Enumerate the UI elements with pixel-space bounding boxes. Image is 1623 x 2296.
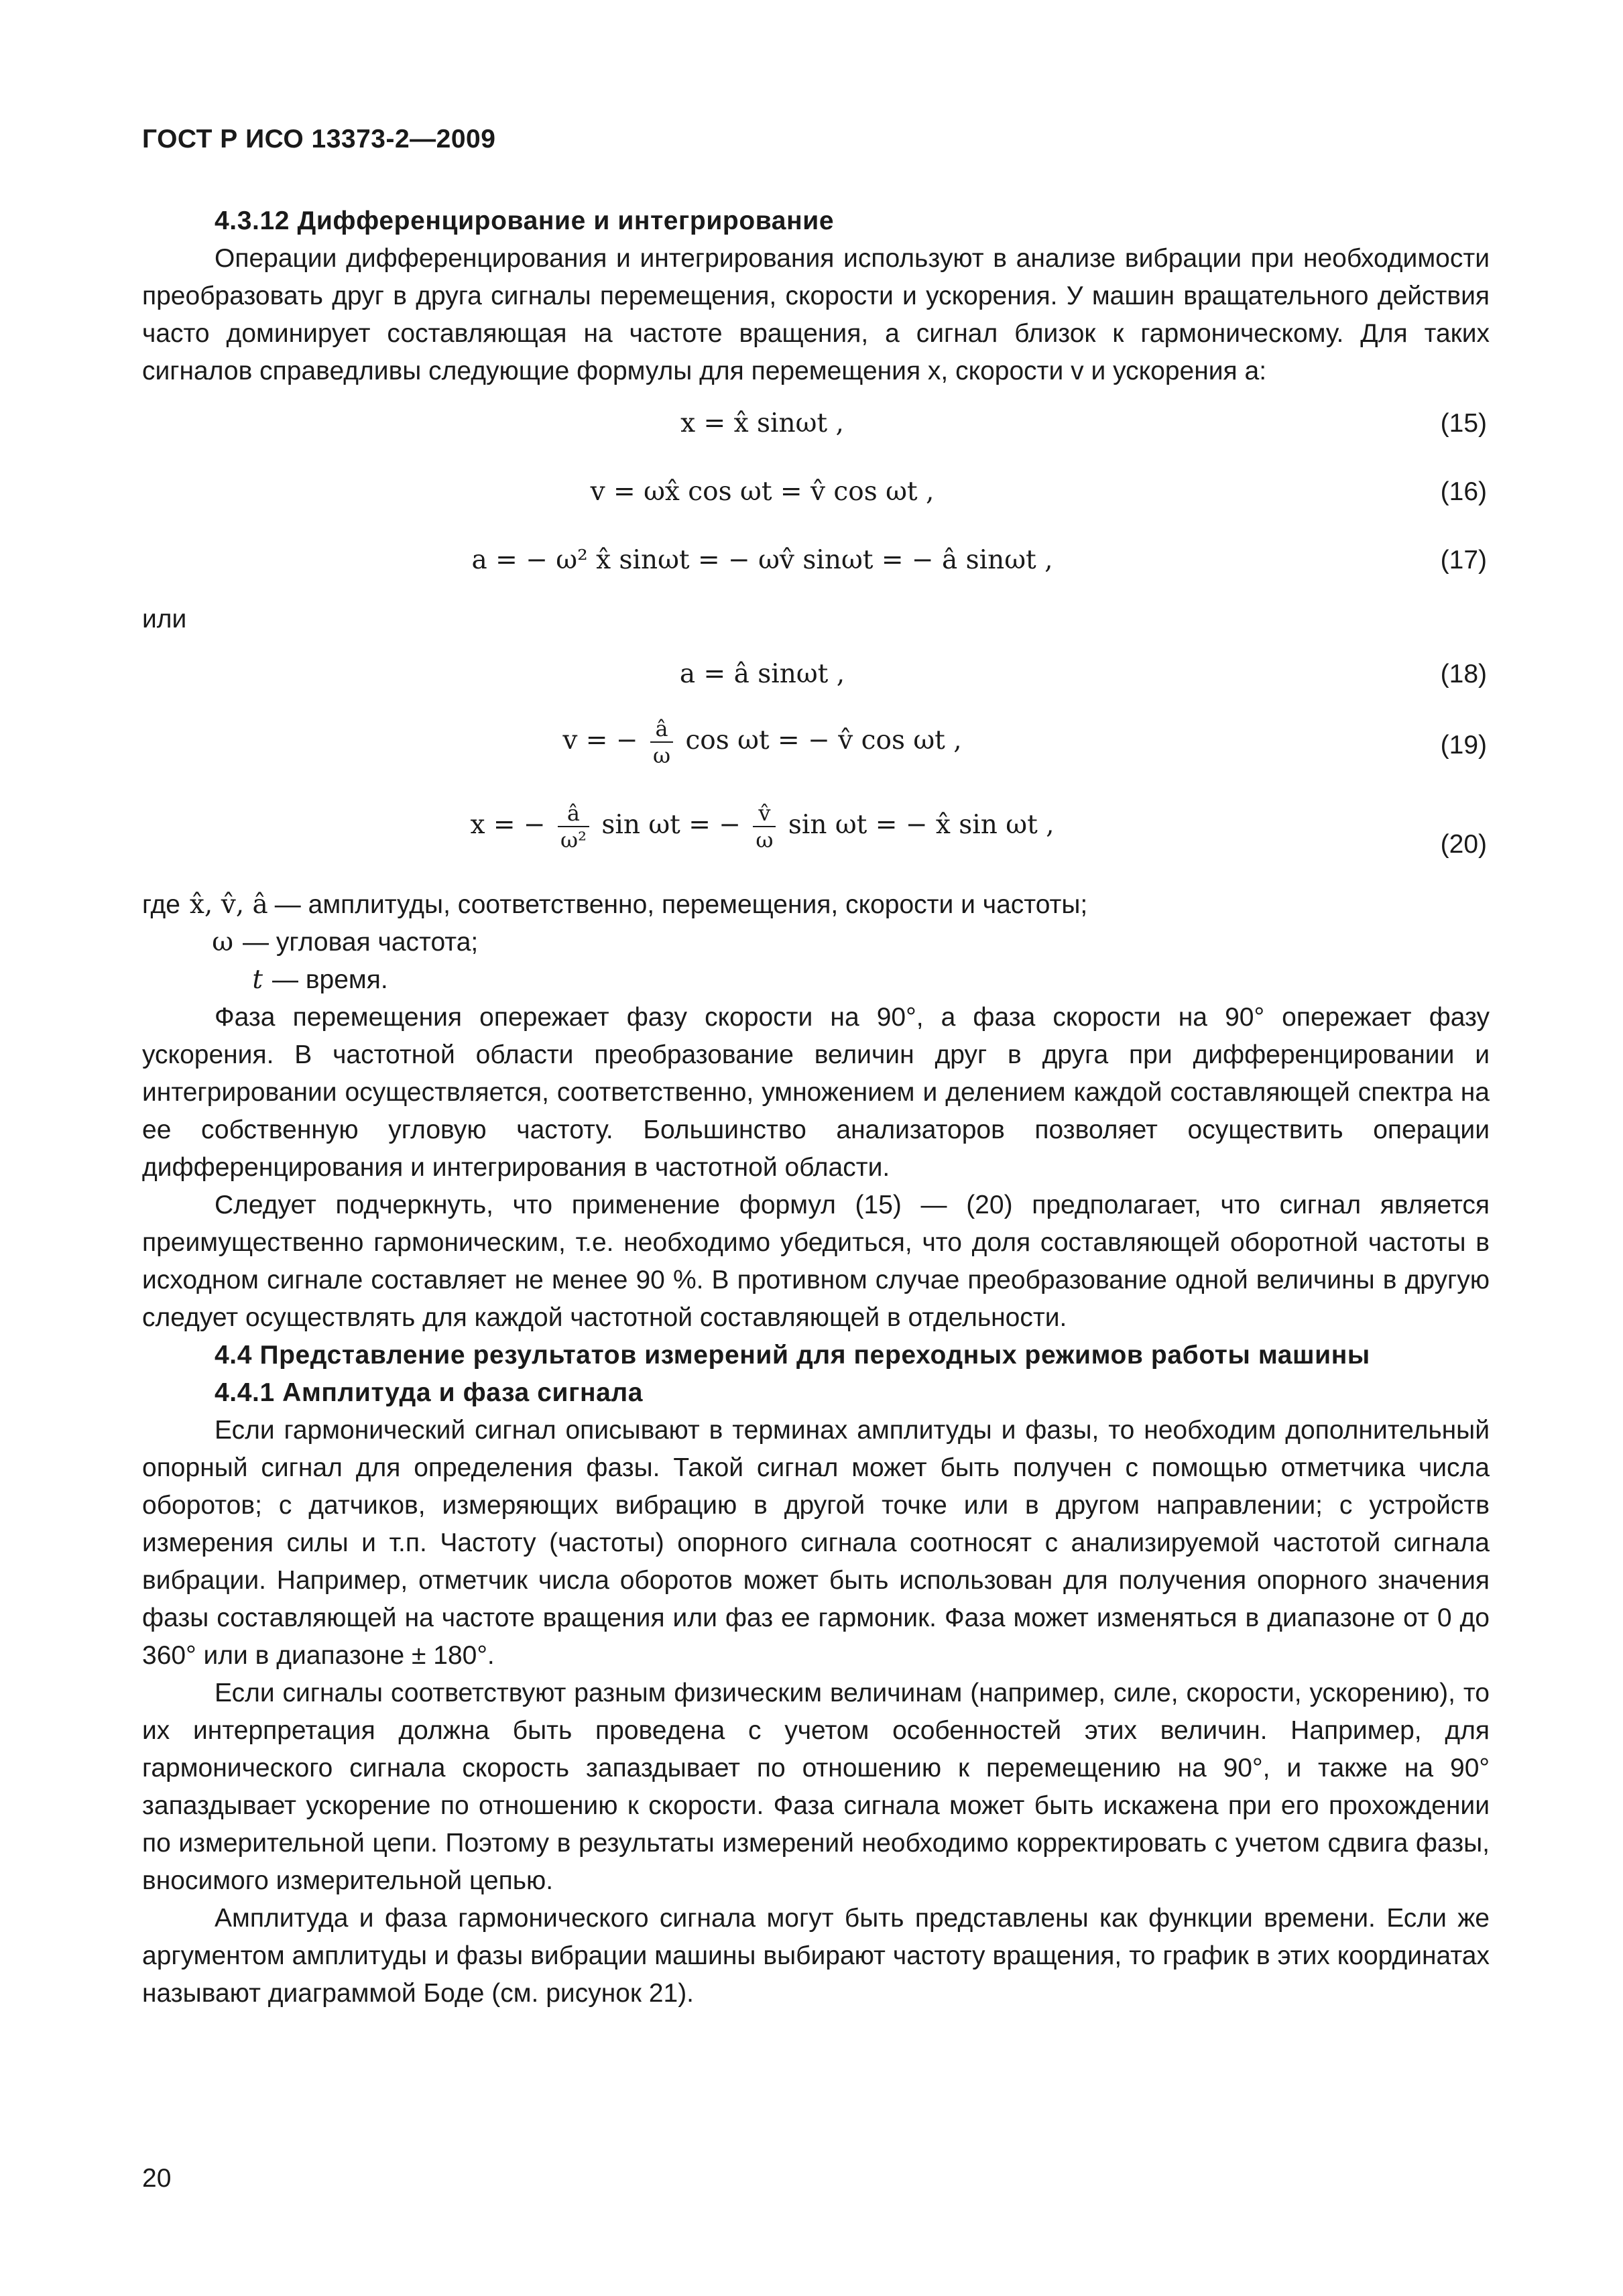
definition-row <box>142 961 1490 999</box>
fraction-numerator: v̂ <box>753 800 776 827</box>
equation-number: (16) <box>1440 477 1487 506</box>
paragraph: Если сигналы соответствуют разным физическим величинам (например, силе, скорости, ускорению), то их интерпретация должна быть проведена с учетом особенностей этих величин. Например, для гармонического сигнала скорость запаздывает по отношению к перемещению на 90°, и также на 90° запаздывает ускорение по отношению к скорости. Фаза сигнала может быть искажена при его прохождении по измерительной цепи. Поэтому в результаты измерений необходимо корректировать с учетом сдвига фазы, вносимого измерительной цепью. <box>142 1679 1490 1895</box>
definition-text: — угловая частота; <box>243 928 479 957</box>
subsection-heading-4-4-1: 4.4.1 Амплитуда и фаза сигнала <box>215 1378 644 1407</box>
equation-15 <box>142 390 1490 459</box>
definition-term: x̂, v̂, â <box>189 890 268 920</box>
fraction-numerator: â <box>558 800 589 827</box>
equation-formula: v = ωx̂ cos ωt = v̂ cos ωt , <box>590 477 935 507</box>
equation-19 <box>142 709 1490 792</box>
equation-number: (17) <box>1440 546 1487 575</box>
fraction-denominator: ω <box>756 827 774 853</box>
equation-16 <box>142 459 1490 527</box>
fraction <box>650 716 673 768</box>
page-number: 20 <box>142 2164 172 2193</box>
equation-number: (19) <box>1440 731 1487 760</box>
section-heading-4-3-12: 4.3.12 Дифференцирование и интегрирование <box>215 206 835 235</box>
definition-row <box>142 924 1490 961</box>
paragraph: Амплитуда и фаза гармонического сигнала могут быть представлены как функции времени. Если же аргументом амплитуды и фазы вибрации машины выбирают частоту вращения, то график в этих координатах называют диаграммой Боде (см. рисунок 21). <box>142 1904 1490 2008</box>
equation-formula: a = â sinωt , <box>679 659 845 689</box>
fraction <box>558 800 589 853</box>
equation-number: (18) <box>1440 660 1487 688</box>
formula-part: sin ωt = − <box>601 810 741 840</box>
formula-part: cos ωt = − v̂ cos ωt , <box>685 725 962 756</box>
equation-formula: a = − ω² x̂ sinωt = − ωv̂ sinωt = − â sinωt , <box>471 545 1053 575</box>
fraction-denominator: ω² <box>560 827 587 853</box>
equation-formula <box>142 716 1490 768</box>
equation-number: (20) <box>1440 830 1487 859</box>
formula-part: sin ωt = − x̂ sin ωt , <box>788 810 1055 840</box>
page-content <box>142 202 1490 2012</box>
fraction-numerator: â <box>650 716 673 743</box>
or-connector: или <box>142 605 187 633</box>
formula-part: v = − <box>562 725 638 756</box>
definition-text: — амплитуды, соответственно, перемещения, скорости и частоты; <box>274 890 1088 919</box>
section-heading-4-4: 4.4 Представление результатов измерений для переходных режимов работы машины <box>215 1341 1370 1370</box>
fraction <box>753 800 776 853</box>
paragraph: Если гармонический сигнал описывают в терминах амплитуды и фазы, то необходим дополнительный опорный сигнал для определения фазы. Такой сигнал может быть получен с помощью отметчика числа оборотов; с датчиков, измеряющих вибрацию в другой точке или в другом направлении; с устройств измерения силы и т.п. Частоту (частоты) опорного сигнала соотносят с анализируемой частотой сигнала вибрации. Например, отметчик числа оборотов может быть использован для получения опорного значения фазы составляющей на частоте вращения или фаз ее гармоник. Фаза может изменяться в диапазоне от 0 до 360° или в диапазоне ± 180°. <box>142 1416 1490 1670</box>
equation-18 <box>142 641 1490 709</box>
fraction-denominator: ω <box>652 743 671 768</box>
equation-formula: x = x̂ sinωt , <box>680 408 844 438</box>
paragraph: Фаза перемещения опережает фазу скорости на 90°, а фаза скорости на 90° опережает фазу ускорения. В частотной области преобразование величин друг в друга при дифференцировании и интегрировании осуществляется, соответственно, умножением и делением каждой составляющей спектра на ее собственную угловую частоту. Большинство анализаторов позволяет осуществить операции дифференцирования и интегрирования в частотной области. <box>142 1003 1490 1182</box>
definition-row <box>142 886 1490 924</box>
formula-part: x = − <box>470 810 546 840</box>
definition-text: — время. <box>272 965 388 994</box>
equation-17 <box>142 527 1490 595</box>
equation-formula <box>142 800 1490 853</box>
definition-term: t <box>252 965 263 995</box>
section-intro-paragraph: Операции дифференцирования и интегрирования используют в анализе вибрации при необходимости преобразовать друг в друга сигналы перемещения, скорости и ускорения. У машин вращательного действия часто доминирует составляющая на частоте вращения, а сигнал близок к гармоническому. Для таких сигналов справедливы следующие формулы для перемещения x, скорости v и ускорения a: <box>142 244 1490 385</box>
equation-number: (15) <box>1440 409 1487 438</box>
equation-20 <box>142 792 1490 886</box>
paragraph: Следует подчеркнуть, что применение формул (15) — (20) предполагает, что сигнал является преимущественно гармоническим, т.е. необходимо убедиться, что доля составляющей оборотной частоты в исходном сигнале составляет не менее 90 %. В противном случае преобразование одной величины в другую следует осуществлять для каждой частотной составляющей в отдельности. <box>142 1191 1490 1332</box>
document-header: ГОСТ Р ИСО 13373-2—2009 <box>142 125 496 154</box>
definition-term: ω <box>212 927 233 957</box>
definitions-list <box>142 886 1490 999</box>
where-label: где <box>142 890 180 919</box>
